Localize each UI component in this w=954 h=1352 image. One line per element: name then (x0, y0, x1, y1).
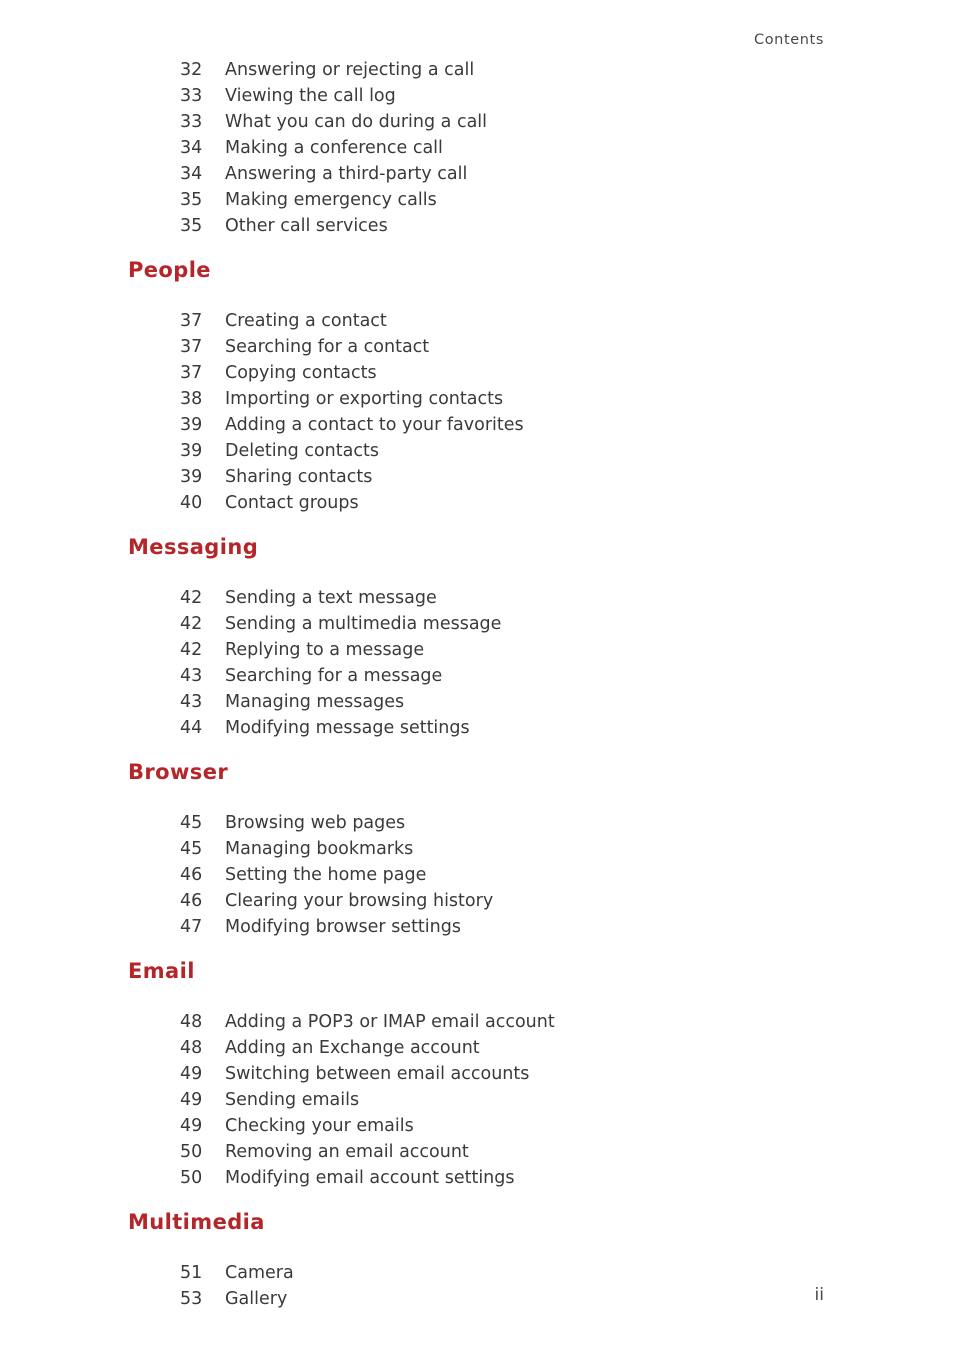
toc-entry[interactable] (0, 1165, 954, 1191)
toc-entry-title: Adding a POP3 or IMAP email account (225, 1012, 555, 1032)
toc-entry-page: 49 (180, 1116, 203, 1136)
toc-section-heading[interactable] (0, 1204, 954, 1260)
toc-entry-page: 37 (180, 363, 203, 383)
toc-entry-title: Contact groups (225, 493, 359, 513)
toc-entry-title: Clearing your browsing history (225, 891, 494, 911)
toc-entry[interactable] (0, 810, 954, 836)
toc-entry-page: 51 (180, 1263, 203, 1283)
section-title: Messaging (128, 535, 259, 559)
section-title: Multimedia (128, 1210, 265, 1234)
toc-entry-title: Searching for a message (225, 666, 443, 686)
toc-entry-page: 33 (180, 112, 203, 132)
toc-entry-page: 37 (180, 311, 203, 331)
toc-entry-title: Removing an email account (225, 1142, 469, 1162)
toc-entry[interactable] (0, 187, 954, 213)
toc-entry-page: 39 (180, 467, 203, 487)
toc-entry[interactable] (0, 438, 954, 464)
toc-entry-title: Answering or rejecting a call (225, 60, 475, 80)
section-title: Browser (128, 760, 229, 784)
toc-entry-title: Making a conference call (225, 138, 443, 158)
toc-entry-title: Sending a text message (225, 588, 437, 608)
table-of-contents (0, 57, 954, 1312)
toc-entry-title: Browsing web pages (225, 813, 406, 833)
toc-entry-page: 50 (180, 1168, 203, 1188)
toc-entry-page: 35 (180, 216, 203, 236)
toc-entry[interactable] (0, 386, 954, 412)
toc-entry-title: Gallery (225, 1289, 288, 1309)
toc-entry[interactable] (0, 637, 954, 663)
toc-entry-group (0, 1260, 954, 1312)
toc-entry-title: Modifying browser settings (225, 917, 461, 937)
toc-entry-group (0, 308, 954, 516)
section-title: Email (128, 959, 195, 983)
toc-entry-page: 44 (180, 718, 203, 738)
page-number: ii (814, 1285, 824, 1305)
toc-entry-group (0, 57, 954, 239)
toc-entry-title: Sending a multimedia message (225, 614, 502, 634)
toc-entry-title: Deleting contacts (225, 441, 379, 461)
toc-entry-title: Viewing the call log (225, 86, 396, 106)
toc-entry-title: Adding a contact to your favorites (225, 415, 524, 435)
toc-entry[interactable] (0, 611, 954, 637)
toc-entry-title: Sharing contacts (225, 467, 373, 487)
toc-entry[interactable] (0, 1087, 954, 1113)
toc-entry-title: Importing or exporting contacts (225, 389, 504, 409)
toc-entry-page: 38 (180, 389, 203, 409)
toc-entry[interactable] (0, 83, 954, 109)
toc-entry[interactable] (0, 1035, 954, 1061)
toc-entry-page: 43 (180, 692, 203, 712)
toc-entry[interactable] (0, 135, 954, 161)
toc-entry-page: 49 (180, 1090, 203, 1110)
toc-entry-group (0, 810, 954, 940)
toc-entry-title: Making emergency calls (225, 190, 437, 210)
toc-entry-title: Searching for a contact (225, 337, 430, 357)
toc-entry[interactable] (0, 715, 954, 741)
toc-entry-group (0, 585, 954, 741)
toc-entry-title: Copying contacts (225, 363, 377, 383)
toc-entry-page: 39 (180, 441, 203, 461)
toc-entry[interactable] (0, 862, 954, 888)
toc-entry[interactable] (0, 1260, 954, 1286)
toc-entry-page: 42 (180, 614, 203, 634)
toc-entry[interactable] (0, 334, 954, 360)
toc-entry[interactable] (0, 490, 954, 516)
toc-entry[interactable] (0, 663, 954, 689)
toc-entry[interactable] (0, 57, 954, 83)
toc-section-heading[interactable] (0, 953, 954, 1009)
toc-entry-title: Managing bookmarks (225, 839, 414, 859)
toc-section-heading[interactable] (0, 529, 954, 585)
toc-entry-page: 33 (180, 86, 203, 106)
toc-section-heading[interactable] (0, 754, 954, 810)
toc-entry-title: Answering a third-party call (225, 164, 468, 184)
toc-entry-page: 35 (180, 190, 203, 210)
toc-entry[interactable] (0, 213, 954, 239)
toc-entry-page: 48 (180, 1012, 203, 1032)
toc-entry[interactable] (0, 1286, 954, 1312)
toc-entry-title: Checking your emails (225, 1116, 414, 1136)
toc-entry-page: 46 (180, 865, 203, 885)
toc-entry-page: 40 (180, 493, 203, 513)
toc-entry-title: Sending emails (225, 1090, 360, 1110)
toc-entry-title: What you can do during a call (225, 112, 488, 132)
toc-entry[interactable] (0, 888, 954, 914)
toc-entry-title: Setting the home page (225, 865, 427, 885)
toc-entry[interactable] (0, 412, 954, 438)
toc-entry-page: 32 (180, 60, 203, 80)
toc-entry[interactable] (0, 1139, 954, 1165)
toc-entry-page: 48 (180, 1038, 203, 1058)
toc-entry[interactable] (0, 1009, 954, 1035)
toc-entry-title: Replying to a message (225, 640, 425, 660)
toc-entry-title: Other call services (225, 216, 388, 236)
toc-entry-page: 34 (180, 164, 203, 184)
toc-entry[interactable] (0, 464, 954, 490)
toc-entry-page: 49 (180, 1064, 203, 1084)
toc-entry-title: Managing messages (225, 692, 405, 712)
toc-entry-page: 45 (180, 839, 203, 859)
toc-entry-group (0, 1009, 954, 1191)
toc-entry-title: Modifying email account settings (225, 1168, 515, 1188)
toc-entry-page: 39 (180, 415, 203, 435)
toc-entry-title: Modifying message settings (225, 718, 470, 738)
toc-entry[interactable] (0, 914, 954, 940)
toc-entry-page: 53 (180, 1289, 203, 1309)
toc-entry-title: Camera (225, 1263, 294, 1283)
toc-entry-title: Creating a contact (225, 311, 387, 331)
toc-entry-page: 43 (180, 666, 203, 686)
toc-entry-page: 46 (180, 891, 203, 911)
toc-entry-page: 37 (180, 337, 203, 357)
toc-entry[interactable] (0, 1061, 954, 1087)
running-header: Contents (753, 32, 824, 48)
toc-entry[interactable] (0, 836, 954, 862)
section-title: People (128, 258, 211, 282)
toc-entry[interactable] (0, 109, 954, 135)
toc-entry[interactable] (0, 308, 954, 334)
toc-entry[interactable] (0, 1113, 954, 1139)
toc-entry[interactable] (0, 689, 954, 715)
toc-entry-page: 42 (180, 640, 203, 660)
toc-entry[interactable] (0, 161, 954, 187)
toc-entry[interactable] (0, 360, 954, 386)
toc-entry-page: 34 (180, 138, 203, 158)
toc-section-heading[interactable] (0, 252, 954, 308)
toc-entry-page: 47 (180, 917, 203, 937)
toc-entry-page: 42 (180, 588, 203, 608)
toc-entry-title: Switching between email accounts (225, 1064, 530, 1084)
toc-entry-page: 45 (180, 813, 203, 833)
toc-entry-title: Adding an Exchange account (225, 1038, 480, 1058)
toc-entry-page: 50 (180, 1142, 203, 1162)
toc-entry[interactable] (0, 585, 954, 611)
